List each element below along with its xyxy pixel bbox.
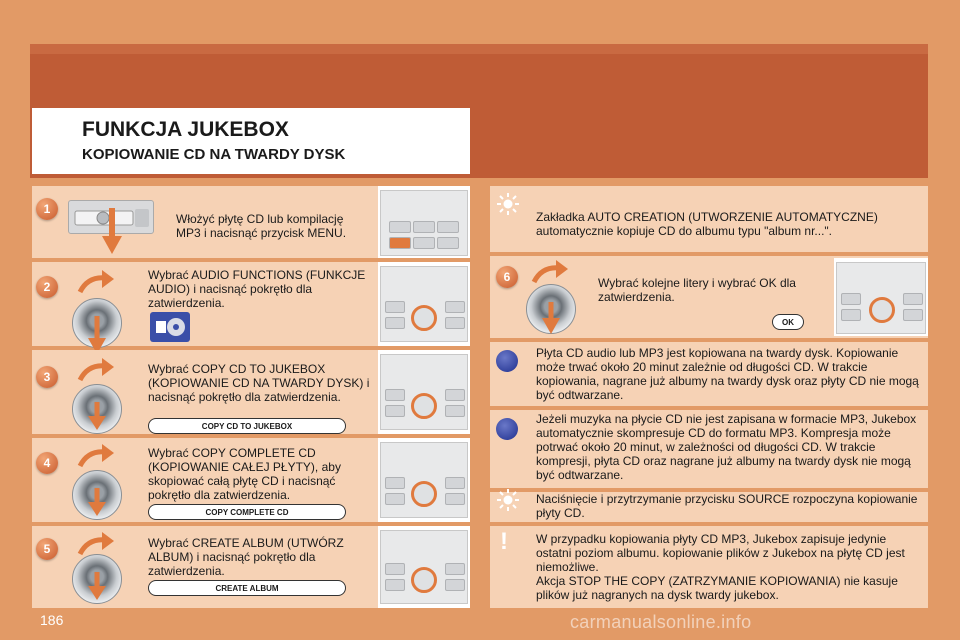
sun-icon	[496, 192, 520, 216]
turn-arrow-icon	[76, 356, 116, 384]
step-3-radio-image	[380, 354, 468, 430]
press-arrow-icon	[86, 488, 108, 518]
step-6-badge: 6	[496, 266, 518, 288]
title-box	[32, 108, 470, 174]
step-2-text: Wybrać AUDIO FUNCTIONS (FUNKCJE AUDIO) i nacisnąć pokrętło dla zatwierdzenia.	[148, 268, 366, 310]
step-1-radio-image	[380, 190, 468, 256]
insert-arrow-icon	[100, 206, 124, 256]
step-6-text: Wybrać kolejne litery i wybrać OK dla zatwierdzenia.	[598, 276, 796, 304]
step-5-text: Wybrać CREATE ALBUM (UTWÓRZ ALBUM) i nacisnąć pokrętło dla zatwierdzenia.	[148, 536, 344, 578]
step-4-radio-image	[380, 442, 468, 518]
page-subtitle: KOPIOWANIE CD NA TWARDY DYSK	[82, 146, 346, 163]
ok-button[interactable]: OK	[772, 314, 804, 330]
turn-arrow-icon	[76, 268, 116, 296]
audio-functions-icon	[150, 312, 190, 342]
sun-icon	[496, 488, 520, 512]
tip-note-text: Naciśnięcie i przytrzymanie przycisku SOURCE rozpoczyna kopiowanie płyty CD.	[536, 492, 918, 520]
step-2-radio-image	[380, 266, 468, 342]
warning-icon: !	[500, 528, 508, 555]
info-note-2-text: Jeżeli muzyka na płycie CD nie jest zapisana w formacie MP3, Jukebox automatycznie skompresuje CD do formatu MP3. Kompresja może potrwać około 20 minut, w zależności od długości CD. W trakcie kompresji, płyta CD oraz nagrane już albumy na twardy dysk nie mogą być odtwarzane.	[536, 412, 917, 482]
copy-complete-cd-button[interactable]: COPY COMPLETE CD	[148, 504, 346, 520]
press-arrow-icon	[86, 572, 108, 602]
info-note-1-text: Płyta CD audio lub MP3 jest kopiowana na twardy dysk. Kopiowanie może trwać około 20 minut zależnie od długości CD. W trakcie kopiowania, nagrane już albumy na twardy dysk oraz płyty CD nie mogą być odtwarzane.	[536, 346, 919, 402]
header-band-highlight	[30, 44, 928, 54]
step-4-badge: 4	[36, 452, 58, 474]
step-1-badge: 1	[36, 198, 58, 220]
press-arrow-icon	[540, 302, 562, 336]
copy-cd-to-jukebox-button[interactable]: COPY CD TO JUKEBOX	[148, 418, 346, 434]
step-5-radio-image	[380, 530, 468, 604]
step-3-text: Wybrać COPY CD TO JUKEBOX (KOPIOWANIE CD NA TWARDY DYSK) i nacisnąć pokrętło dla zatwierdzenia.	[148, 362, 370, 404]
step-5-badge: 5	[36, 538, 58, 560]
create-album-button[interactable]: CREATE ALBUM	[148, 580, 346, 596]
auto-creation-note-text: Zakładka AUTO CREATION (UTWORZENIE AUTOMATYCZNE) automatycznie kopiuje CD do albumu typu "album nr...".	[536, 210, 878, 238]
page-title: FUNKCJA JUKEBOX	[82, 118, 289, 141]
info-icon	[496, 350, 518, 372]
page-number: 186	[40, 612, 64, 628]
warning-note-text: W przypadku kopiowania płyty CD MP3, Jukebox zapisuje jedynie ostatni poziom albumu. kopiowanie plików z Jukebox na płytę CD jest niemożliwe. Akcja STOP THE COPY (ZATRZYMANIE KOPIOWANIA) nie kasuje plików już nagranych na dysk twardy jukebox.	[536, 532, 905, 602]
step-6-radio-image	[836, 262, 926, 334]
press-arrow-icon	[86, 402, 108, 432]
watermark: carmanualsonline.info	[570, 612, 752, 632]
info-icon	[496, 418, 518, 440]
turn-arrow-icon	[76, 442, 116, 470]
step-2-badge: 2	[36, 276, 58, 298]
step-4-text: Wybrać COPY COMPLETE CD (KOPIOWANIE CAŁEJ PŁYTY), aby skopiować całą płytę CD i nacisnąć pokrętło dla zatwierdzenia.	[148, 446, 341, 502]
turn-arrow-icon	[530, 258, 570, 286]
step-1-text: Włożyć płytę CD lub kompilację MP3 i nacisnąć przycisk MENU.	[176, 212, 347, 240]
step-3-badge: 3	[36, 366, 58, 388]
